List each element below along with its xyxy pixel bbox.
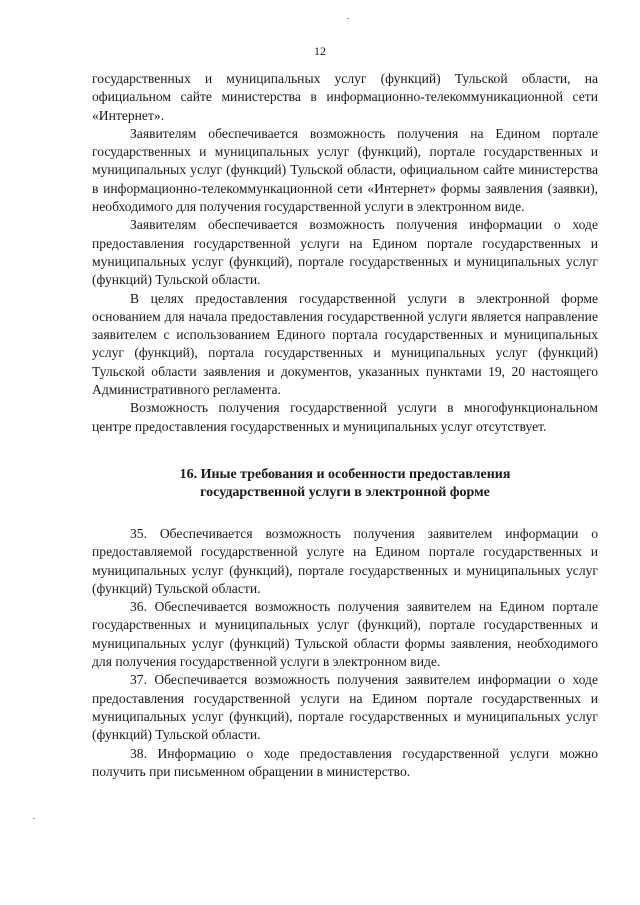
paragraph-application-form: Заявителям обеспечивается возможность получения на Едином портале государственных и муниципальных услуг (функций), портале государственных и муниципальных услуг (функций) Тульской области, официальном сайте министерства в информационно-телекоммункационной сети «Интернет» формы заявления (заявки), необходимого для получения государственной услуги в электронном виде. [92,125,598,215]
scan-speck [347,18,349,19]
page-number: 12 [314,44,326,58]
scan-speck [33,818,35,819]
section-heading-line-2: государственной услуги в электронной форме [200,485,490,501]
section-heading-line-1: 16. Иные требования и особенности предоставления [179,466,511,482]
section-heading [92,466,598,503]
paragraph-electronic-submission: В целях предоставления государственной услуги в электронной форме основанием для начала предоставления государственной услуги является направление заявителем с использованием Единого портала государственных и муниципальных услуг (функций), портала государственных и муниципальных услуг (функций) Тульской области заявления и документов, указанных пунктами 19, 20 настоящего Административного регламента. [92,290,598,398]
paragraph-continuation: государственных и муниципальных услуг (функций) Тульской области, на официальном сайте министерства в информационно-телекоммуникационной сети «Интернет». [92,71,598,123]
clause-35: 35. Обеспечивается возможность получения заявителем информации о предоставляемой государственной услуге на Едином портале государственных и муниципальных услуг (функций), портале государственных и муниципальных услуг (функций) Тульской области. [92,525,598,596]
clause-38: 38. Информацию о ходе предоставления государственной услуги можно получить при письменном обращении в министерство. [92,745,598,779]
clause-36: 36. Обеспечивается возможность получения заявителем на Едином портале государственных и муниципальных услуг (функций), портале государственных и муниципальных услуг (функций) Тульской области формы заявления, необходимого для получения государственной услуги в электронном виде. [92,599,598,670]
paragraph-mfc: Возможность получения государственной услуги в многофункциональном центре предоставления государственных и муниципальных услуг отсутствует. [92,400,598,434]
clause-37: 37. Обеспечивается возможность получения заявителем информации о ходе предоставления государственной услуги на Едином портале государственных и муниципальных услуг (функций), портале государственных и муниципальных услуг (функций) Тульской области. [92,672,598,743]
paragraph-progress-info: Заявителям обеспечивается возможность получения информации о ходе предоставления государственной услуги на Едином портале государственных и муниципальных услуг (функций), портале государственных и муниципальных услуг (функций) Тульской области. [92,217,598,288]
document-body [92,70,598,781]
